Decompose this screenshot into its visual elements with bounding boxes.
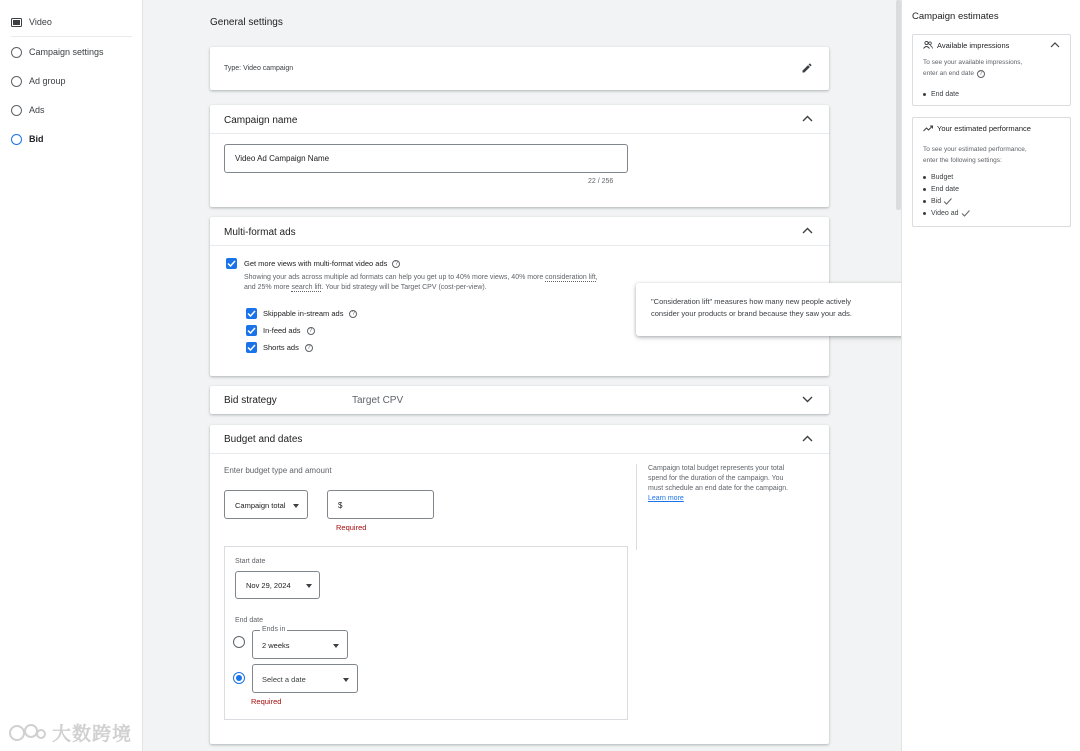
- list-item: [923, 198, 952, 205]
- tooltip-text: "Consideration lift" measures how many new people actively: [651, 297, 852, 306]
- page-title: General settings: [210, 17, 283, 28]
- budget-info: [648, 464, 818, 504]
- dropdown-arrow-icon: [343, 678, 349, 682]
- description-text: . Your bid strategy will be Target CPV (cost-per-view).: [321, 284, 487, 291]
- description-text: ,: [595, 274, 598, 281]
- option-label: Skippable in-stream ads: [263, 309, 344, 318]
- type-card: [210, 47, 829, 90]
- budget-dates-card: [210, 425, 829, 744]
- nav-item-campaign-settings[interactable]: [11, 43, 104, 61]
- search-lift-link[interactable]: search lift: [291, 284, 322, 291]
- nav-item-bid[interactable]: [11, 130, 44, 148]
- chevron-up-icon[interactable]: [802, 435, 813, 442]
- info-text: must schedule an end date for the campaign.: [648, 485, 789, 492]
- hint-text: enter the following settings:: [923, 157, 1002, 164]
- hint-text: To see your available impressions,: [923, 59, 1023, 66]
- bid-strategy-value: Target CPV: [352, 395, 404, 406]
- campaign-estimates-panel: [901, 0, 1080, 751]
- multi-format-description: [244, 273, 664, 293]
- card-title: Your estimated performance: [937, 124, 1031, 133]
- bid-strategy-card[interactable]: [210, 386, 829, 414]
- hint-text: To see your estimated performance,: [923, 146, 1027, 153]
- start-date-label: Start date: [235, 558, 266, 565]
- description-text: Showing your ads across multiple ad formats can help you get up to 40% more views, 40% more: [244, 274, 546, 281]
- required-error: Required: [336, 523, 367, 532]
- option-label: Shorts ads: [263, 343, 299, 352]
- tooltip-text: consider your products or brand because they saw your ads.: [651, 309, 852, 318]
- info-text: Campaign total budget represents your total: [648, 465, 785, 472]
- campaign-name-input[interactable]: [224, 144, 628, 173]
- learn-more-link[interactable]: Learn more: [648, 495, 684, 502]
- card-title: Multi-format ads: [224, 227, 296, 238]
- campaign-name-card: [210, 105, 829, 207]
- hint-text: enter an end date: [923, 70, 974, 77]
- checkbox-checked[interactable]: [246, 342, 257, 353]
- nav-divider: [11, 36, 132, 37]
- select-date-radio[interactable]: [233, 672, 245, 684]
- list-item: [923, 210, 970, 217]
- dropdown-arrow-icon: [306, 584, 312, 588]
- impressions-hint: [923, 57, 1022, 79]
- performance-hint: [923, 144, 1027, 166]
- nav-item-ads[interactable]: [11, 101, 45, 119]
- edit-pencil-icon[interactable]: [801, 62, 813, 74]
- help-icon[interactable]: ?: [305, 344, 313, 352]
- info-text: spend for the duration of the campaign. You: [648, 475, 784, 482]
- ends-in-value: 2 weeks: [262, 641, 290, 650]
- nav-item-label: Bid: [29, 134, 44, 144]
- budget-type-select[interactable]: [224, 490, 308, 519]
- nav-item-label: Video: [29, 17, 52, 27]
- checkbox-checked[interactable]: [246, 308, 257, 319]
- consideration-lift-link[interactable]: consideration lift: [545, 274, 596, 281]
- card-title: Campaign name: [224, 115, 298, 126]
- budget-subtitle: Enter budget type and amount: [224, 466, 332, 475]
- multi-format-checkbox-row[interactable]: [226, 258, 400, 269]
- nav-item-label: Ads: [29, 105, 45, 115]
- card-header[interactable]: [210, 217, 829, 246]
- list-item: [923, 91, 959, 98]
- step-circle-icon: [11, 47, 22, 58]
- card-header[interactable]: [210, 105, 829, 134]
- video-icon: [11, 18, 22, 27]
- chevron-down-icon[interactable]: [802, 396, 813, 403]
- card-header[interactable]: [210, 425, 829, 454]
- step-circle-icon: [11, 105, 22, 116]
- estimates-title: Campaign estimates: [912, 11, 999, 22]
- help-icon[interactable]: ?: [307, 327, 315, 335]
- currency-symbol: $: [338, 501, 343, 510]
- step-circle-icon: [11, 134, 22, 145]
- select-date-dropdown[interactable]: [252, 664, 358, 693]
- end-date-label: End date: [235, 617, 264, 624]
- chevron-up-icon[interactable]: [1050, 42, 1060, 48]
- step-circle-icon: [11, 76, 22, 87]
- list-item: [923, 186, 959, 193]
- in-feed-option[interactable]: [246, 325, 315, 336]
- main-content: [143, 0, 900, 751]
- bullet-label: Bid: [931, 198, 942, 205]
- bullet-label: Video ad: [931, 210, 959, 217]
- campaign-type-text: Type: Video campaign: [224, 65, 294, 72]
- dropdown-arrow-icon: [333, 644, 339, 648]
- chevron-up-icon[interactable]: [802, 227, 813, 234]
- start-date-value: Nov 29, 2024: [246, 581, 291, 590]
- card-title: Bid strategy: [224, 395, 277, 406]
- watermark-logo-icon: [8, 722, 48, 744]
- consideration-lift-tooltip: [636, 283, 908, 336]
- campaign-name-value: Video Ad Campaign Name: [235, 154, 330, 163]
- ends-in-select[interactable]: [252, 626, 348, 659]
- character-counter: 22 / 256: [588, 178, 614, 185]
- bullet-label: Budget: [931, 174, 954, 181]
- option-label: In-feed ads: [263, 326, 301, 335]
- checkbox-checked[interactable]: [246, 325, 257, 336]
- dates-box: [224, 546, 628, 720]
- help-icon[interactable]: ?: [349, 310, 357, 318]
- watermark-text: 大数跨境: [52, 724, 133, 745]
- shorts-option[interactable]: [246, 342, 313, 353]
- help-icon[interactable]: ?: [392, 260, 400, 268]
- description-text: and 25% more: [244, 284, 292, 291]
- divider: [636, 464, 637, 550]
- ends-in-radio[interactable]: [233, 636, 245, 648]
- required-error: Required: [251, 697, 282, 706]
- select-value: Campaign total: [235, 501, 286, 510]
- impressions-card: [912, 34, 1071, 106]
- left-nav: [0, 0, 143, 751]
- skippable-option[interactable]: [246, 308, 357, 319]
- start-date-select[interactable]: [235, 571, 320, 599]
- performance-card: [912, 117, 1071, 227]
- nav-item-label: Campaign settings: [29, 47, 104, 57]
- bullet-label: End date: [931, 91, 960, 98]
- card-title: Available impressions: [937, 41, 1010, 50]
- people-icon: [923, 41, 933, 49]
- checkmark-icon: [943, 198, 952, 205]
- trending-up-icon: [923, 125, 933, 132]
- help-icon[interactable]: ?: [977, 70, 985, 78]
- card-title: Budget and dates: [224, 434, 303, 445]
- checkbox-label: Get more views with multi-format video ads: [244, 259, 388, 268]
- nav-item-ad-group[interactable]: [11, 72, 66, 90]
- nav-item-video[interactable]: [11, 13, 52, 31]
- bullet-label: End date: [931, 186, 960, 193]
- checkbox-checked[interactable]: [226, 258, 237, 269]
- nav-item-label: Ad group: [29, 76, 66, 86]
- list-item: [923, 174, 953, 181]
- select-date-value: Select a date: [262, 675, 306, 684]
- budget-amount-input[interactable]: [327, 490, 434, 519]
- watermark: [8, 719, 132, 746]
- chevron-up-icon[interactable]: [802, 115, 813, 122]
- dropdown-arrow-icon: [293, 504, 299, 508]
- checkmark-icon: [961, 210, 970, 217]
- ends-in-label: Ends in: [262, 626, 286, 633]
